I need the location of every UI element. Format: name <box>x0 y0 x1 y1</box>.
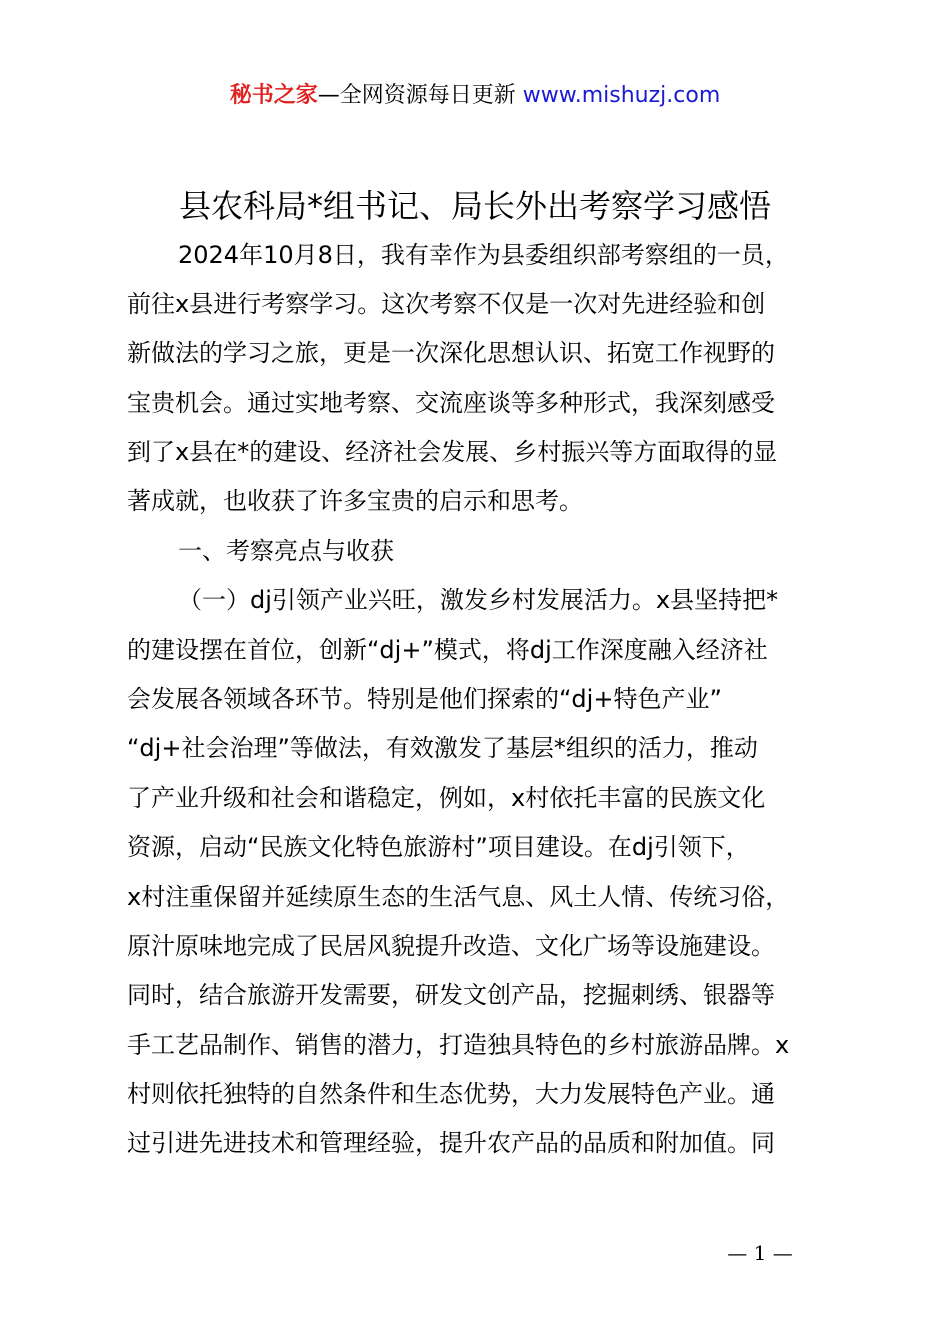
document-title: 县农科局*组书记、局长外出考察学习感悟 <box>178 187 771 225</box>
body-line: 宝贵机会。通过实地考察、交流座谈等多种形式，我深刻感受 <box>127 389 775 417</box>
body-line: x村注重保留并延续原生态的生活气息、风土人情、传统习俗， <box>127 883 790 911</box>
section-heading: 一、考察亮点与收获 <box>178 537 394 565</box>
body-line: 的建设摆在首位，创新“dj+”模式，将dj工作深度融入经济社 <box>127 636 768 664</box>
body-line: 同时，结合旅游开发需要，研发文创产品，挖掘刺绣、银器等 <box>127 981 775 1009</box>
site-url-link[interactable]: www.mishuzj.com <box>522 83 721 108</box>
body-line: （一）dj引领产业兴旺，激发乡村发展活力。x县坚持把* <box>178 586 779 614</box>
body-line: “dj+社会治理”等做法，有效激发了基层*组织的活力，推动 <box>127 734 758 762</box>
body-line: 新做法的学习之旅，更是一次深化思想认识、拓宽工作视野的 <box>127 339 775 367</box>
body-line: 村则依托独特的自然条件和生态优势，大力发展特色产业。通 <box>127 1080 775 1108</box>
body-line: 会发展各领域各环节。特别是他们探索的“dj+特色产业” <box>127 685 722 713</box>
page-number: — 1 — <box>727 1241 793 1265</box>
site-brand: 秘书之家 <box>229 83 318 108</box>
body-line: 著成就，也收获了许多宝贵的启示和思考。 <box>127 487 583 515</box>
body-line: 前往x县进行考察学习。这次考察不仅是一次对先进经验和创 <box>127 290 766 318</box>
site-header <box>0 80 950 112</box>
body-line: 原汁原味地完成了民居风貌提升改造、文化广场等设施建设。 <box>127 932 775 960</box>
site-slogan: —全网资源每日更新 <box>317 83 516 108</box>
body-line: 2024年10月8日，我有幸作为县委组织部考察组的一员， <box>178 241 789 269</box>
body-line: 过引进先进技术和管理经验，提升农产品的品质和附加值。同 <box>127 1129 775 1157</box>
body-line: 了产业升级和社会和谐稳定，例如，x村依托丰富的民族文化 <box>127 784 766 812</box>
body-line: 手工艺品制作、销售的潜力，打造独具特色的乡村旅游品牌。x <box>127 1031 790 1059</box>
body-line: 到了x县在*的建设、经济社会发展、乡村振兴等方面取得的显 <box>127 438 778 466</box>
body-line: 资源，启动“民族文化特色旅游村”项目建设。在dj引领下， <box>127 833 750 861</box>
